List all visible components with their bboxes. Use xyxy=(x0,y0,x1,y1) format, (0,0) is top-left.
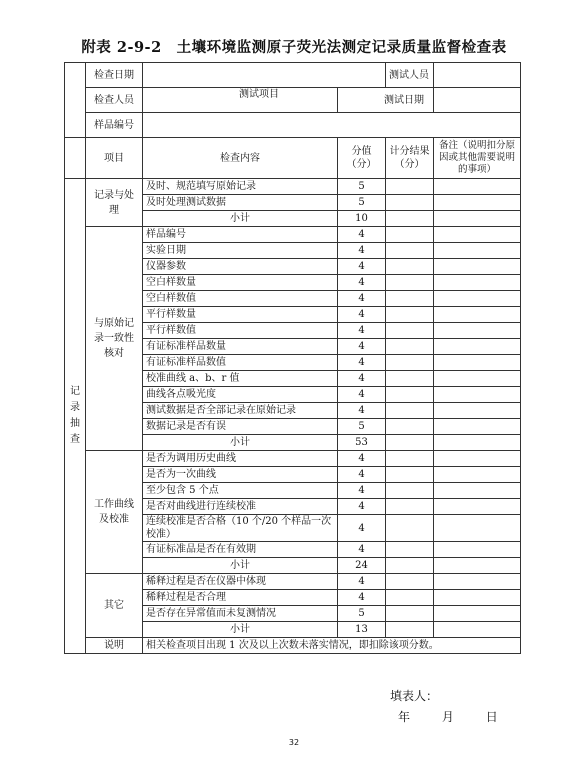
check-content: 数据记录是否有误 xyxy=(143,419,338,435)
result-cell[interactable] xyxy=(386,451,434,467)
result-cell[interactable] xyxy=(386,323,434,339)
result-cell[interactable] xyxy=(386,606,434,622)
check-content: 有证标准品是否在有效期 xyxy=(143,542,338,558)
result-cell[interactable] xyxy=(386,499,434,515)
check-content: 连续校准是否合格（10 个/20 个样品一次校准） xyxy=(143,515,338,542)
result-cell[interactable] xyxy=(386,307,434,323)
result-cell[interactable] xyxy=(386,590,434,606)
subtotal-value: 13 xyxy=(338,622,386,638)
subtotal-result-cell[interactable] xyxy=(386,558,434,574)
remark-cell[interactable] xyxy=(434,339,521,355)
test-item-value[interactable] xyxy=(338,88,434,113)
check-content: 及时处理测试数据 xyxy=(143,195,338,211)
remark-cell[interactable] xyxy=(434,371,521,387)
col-item: 项目 xyxy=(86,138,143,179)
remark-cell[interactable] xyxy=(434,275,521,291)
check-content: 平行样数量 xyxy=(143,307,338,323)
result-cell[interactable] xyxy=(386,387,434,403)
inspector-cell[interactable] xyxy=(143,88,338,113)
remark-cell[interactable] xyxy=(434,590,521,606)
sample-no-value[interactable] xyxy=(143,113,521,138)
check-content: 是否为一次曲线 xyxy=(143,467,338,483)
result-cell[interactable] xyxy=(386,483,434,499)
check-content: 是否存在异常值而未复测情况 xyxy=(143,606,338,622)
remark-cell[interactable] xyxy=(434,355,521,371)
subtotal-label: 小计 xyxy=(143,622,338,638)
subtotal-value: 53 xyxy=(338,435,386,451)
result-cell[interactable] xyxy=(386,291,434,307)
score-value: 4 xyxy=(338,403,386,419)
note-label: 说明 xyxy=(86,638,143,654)
subtotal-value: 10 xyxy=(338,211,386,227)
check-date-label: 检查日期 xyxy=(86,63,143,88)
result-cell[interactable] xyxy=(386,227,434,243)
result-cell[interactable] xyxy=(386,243,434,259)
date-month: 月 xyxy=(441,710,454,724)
score-value: 4 xyxy=(338,307,386,323)
tester-value[interactable] xyxy=(434,63,521,88)
col-score: 分值（分） xyxy=(338,138,386,179)
check-content: 平行样数值 xyxy=(143,323,338,339)
date-day: 日 xyxy=(485,710,498,724)
remark-cell[interactable] xyxy=(434,179,521,195)
check-content: 实验日期 xyxy=(143,243,338,259)
col-content: 检查内容 xyxy=(143,138,338,179)
score-value: 4 xyxy=(338,243,386,259)
remark-cell[interactable] xyxy=(434,483,521,499)
remark-cell[interactable] xyxy=(434,227,521,243)
test-item-label: 测试项目 xyxy=(239,89,279,100)
note-text: 相关检查项目出现 1 次及以上次数未落实情况，即扣除该项分数。 xyxy=(143,638,521,654)
table-row xyxy=(65,179,521,195)
test-date-label: 测试日期 xyxy=(384,94,424,106)
remark-cell[interactable] xyxy=(434,387,521,403)
note-row xyxy=(65,638,521,654)
score-value: 4 xyxy=(338,483,386,499)
score-value: 4 xyxy=(338,259,386,275)
score-value: 4 xyxy=(338,515,386,542)
check-content: 校准曲线 a、b、r 值 xyxy=(143,371,338,387)
remark-cell[interactable] xyxy=(434,606,521,622)
inspection-table xyxy=(64,62,521,654)
remark-cell[interactable] xyxy=(434,243,521,259)
result-cell[interactable] xyxy=(386,195,434,211)
page-number: 32 xyxy=(288,738,300,747)
subtotal-remark-cell[interactable] xyxy=(434,558,521,574)
score-value: 4 xyxy=(338,355,386,371)
score-value: 4 xyxy=(338,542,386,558)
col-result: 计分结果（分） xyxy=(386,138,434,179)
filler-label: 填表人： xyxy=(390,689,439,703)
score-value: 4 xyxy=(338,371,386,387)
check-content: 测试数据是否全部记录在原始记录 xyxy=(143,403,338,419)
check-content: 是否为调用历史曲线 xyxy=(143,451,338,467)
col-remark: 备注（说明扣分原因或其他需要说明的事项） xyxy=(434,138,521,179)
result-cell[interactable] xyxy=(386,355,434,371)
check-content: 及时、规范填写原始记录 xyxy=(143,179,338,195)
remark-cell[interactable] xyxy=(434,574,521,590)
table-row xyxy=(65,227,521,243)
remark-cell[interactable] xyxy=(434,323,521,339)
date-line xyxy=(398,708,526,725)
result-cell[interactable] xyxy=(386,371,434,387)
score-value: 4 xyxy=(338,227,386,243)
check-content: 仪器参数 xyxy=(143,259,338,275)
check-content: 是否对曲线进行连续校准 xyxy=(143,499,338,515)
group-name: 记录与处理 xyxy=(86,179,143,227)
result-cell[interactable] xyxy=(386,574,434,590)
side-label-text: 记录抽查 xyxy=(70,386,80,445)
score-value: 4 xyxy=(338,467,386,483)
remark-cell[interactable] xyxy=(434,542,521,558)
score-value: 5 xyxy=(338,606,386,622)
check-content: 空白样数值 xyxy=(143,291,338,307)
sample-no-label: 样品编号 xyxy=(86,113,143,138)
remark-cell[interactable] xyxy=(434,403,521,419)
subtotal-remark-cell[interactable] xyxy=(434,622,521,638)
score-value: 4 xyxy=(338,499,386,515)
remark-cell[interactable] xyxy=(434,291,521,307)
score-value: 4 xyxy=(338,275,386,291)
check-content: 有证标准样品数值 xyxy=(143,355,338,371)
remark-cell[interactable] xyxy=(434,515,521,542)
remark-cell[interactable] xyxy=(434,451,521,467)
date-year: 年 xyxy=(398,710,411,724)
subtotal-result-cell[interactable] xyxy=(386,211,434,227)
score-value: 4 xyxy=(338,451,386,467)
group-name: 其它 xyxy=(86,574,143,638)
result-cell[interactable] xyxy=(386,179,434,195)
check-date-value[interactable] xyxy=(143,63,386,88)
check-content: 稀释过程是否合理 xyxy=(143,590,338,606)
side-label xyxy=(65,179,86,654)
check-content: 样品编号 xyxy=(143,227,338,243)
subtotal-label: 小计 xyxy=(143,558,338,574)
check-content: 曲线各点吸光度 xyxy=(143,387,338,403)
tester-label: 测试人员 xyxy=(386,63,434,88)
score-value: 4 xyxy=(338,387,386,403)
group-name: 工作曲线及校准 xyxy=(86,451,143,574)
subtotal-value: 24 xyxy=(338,558,386,574)
score-value: 4 xyxy=(338,574,386,590)
subtotal-result-cell[interactable] xyxy=(386,435,434,451)
side-blank xyxy=(65,63,86,138)
subtotal-result-cell[interactable] xyxy=(386,622,434,638)
score-value: 4 xyxy=(338,323,386,339)
page-title: 附表 2-9-2 土壤环境监测原子荧光法测定记录质量监督检查表 xyxy=(81,39,507,56)
group-name: 与原始记录一致性核对 xyxy=(86,227,143,451)
remark-cell[interactable] xyxy=(434,419,521,435)
check-content: 有证标准样品数量 xyxy=(143,339,338,355)
score-value: 4 xyxy=(338,339,386,355)
subtotal-remark-cell[interactable] xyxy=(434,435,521,451)
score-value: 5 xyxy=(338,419,386,435)
remark-cell[interactable] xyxy=(434,499,521,515)
result-cell[interactable] xyxy=(386,515,434,542)
result-cell[interactable] xyxy=(386,259,434,275)
table-row xyxy=(65,451,521,467)
test-date-value[interactable] xyxy=(434,88,521,113)
result-cell[interactable] xyxy=(386,467,434,483)
result-cell[interactable] xyxy=(386,403,434,419)
side-header-blank xyxy=(65,138,86,179)
result-cell[interactable] xyxy=(386,339,434,355)
result-cell[interactable] xyxy=(386,419,434,435)
inspector-label: 检查人员 xyxy=(86,88,143,113)
table-row xyxy=(65,574,521,590)
result-cell[interactable] xyxy=(386,542,434,558)
score-value: 4 xyxy=(338,291,386,307)
subtotal-label: 小计 xyxy=(143,211,338,227)
remark-cell[interactable] xyxy=(434,259,521,275)
score-value: 5 xyxy=(338,179,386,195)
subtotal-label: 小计 xyxy=(143,435,338,451)
check-content: 至少包含 5 个点 xyxy=(143,483,338,499)
score-value: 4 xyxy=(338,590,386,606)
remark-cell[interactable] xyxy=(434,195,521,211)
subtotal-remark-cell[interactable] xyxy=(434,211,521,227)
check-content: 稀释过程是否在仪器中体现 xyxy=(143,574,338,590)
score-value: 5 xyxy=(338,195,386,211)
remark-cell[interactable] xyxy=(434,467,521,483)
result-cell[interactable] xyxy=(386,275,434,291)
check-content: 空白样数量 xyxy=(143,275,338,291)
remark-cell[interactable] xyxy=(434,307,521,323)
